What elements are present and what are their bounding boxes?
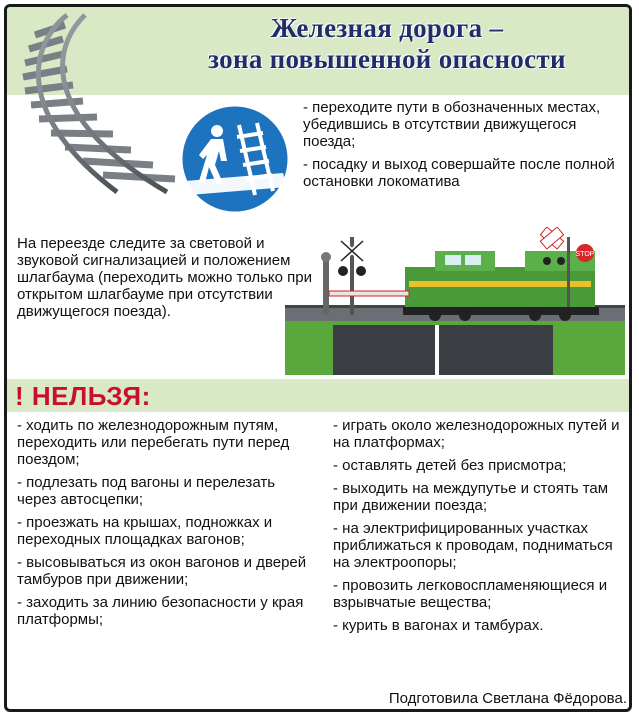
stop-label: STOP — [575, 251, 595, 258]
forbidden-list-left — [17, 417, 317, 634]
author-credit: Подготовила Светлана Фёдорова. — [388, 690, 627, 707]
tip-item: - посадку и выход совершайте после полной остановки локоматива — [303, 156, 615, 190]
forbidden-item: - играть около железнодорожных путей и на платформах; — [333, 417, 620, 451]
forbidden-item: - проезжать на крышах, подножках и переходных площадках вагонов; — [17, 514, 273, 548]
title-line-1: Железная дорога – — [270, 13, 504, 43]
forbidden-heading: ! НЕЛЬЗЯ: — [15, 381, 151, 411]
tip-item: - переходите пути в обозначенных местах, убедившись в отсутствии движущегося поезда; — [303, 99, 601, 150]
forbidden-item: - на электрифицированных участках приближаться к проводам, подниматься на электроопоры; — [333, 520, 613, 571]
forbidden-list-right — [333, 417, 623, 640]
forbidden-item: - выходить на междупутье и стоять там при движении поезда; — [333, 480, 609, 514]
railway-crossing-scene — [285, 227, 625, 377]
crossing-signal-icon — [321, 237, 409, 315]
forbidden-item: - оставлять детей без присмотра; — [333, 457, 567, 474]
title-line-2: зона повышенной опасности — [208, 44, 566, 74]
pedestrian-crossing-sign-icon — [179, 103, 291, 215]
forbidden-item: - высовываться из окон вагонов и дверей тамбуров при движении; — [17, 554, 307, 588]
forbidden-item: - подлезать под вагоны и перелезать через автосцепки; — [17, 474, 276, 508]
forbidden-item: - ходить по железнодорожным путям, переходить или перебегать пути перед поездом; — [17, 417, 290, 468]
crossing-instructions: На переезде следите за световой и звуковой сигнализацией и положением шлагбаума (переходить можно только при открытом шлагбауме при отсутствии движущегося поезда). — [17, 235, 312, 320]
poster-frame — [4, 4, 632, 712]
forbidden-item: - курить в вагонах и тамбурах. — [333, 617, 544, 634]
forbidden-item: - провозить легковоспламеняющиеся и взрывчатые вещества; — [333, 577, 608, 611]
tips-list — [303, 99, 623, 196]
forbidden-item: - заходить за линию безопасности у края платформы; — [17, 594, 304, 628]
page-title — [147, 13, 627, 75]
